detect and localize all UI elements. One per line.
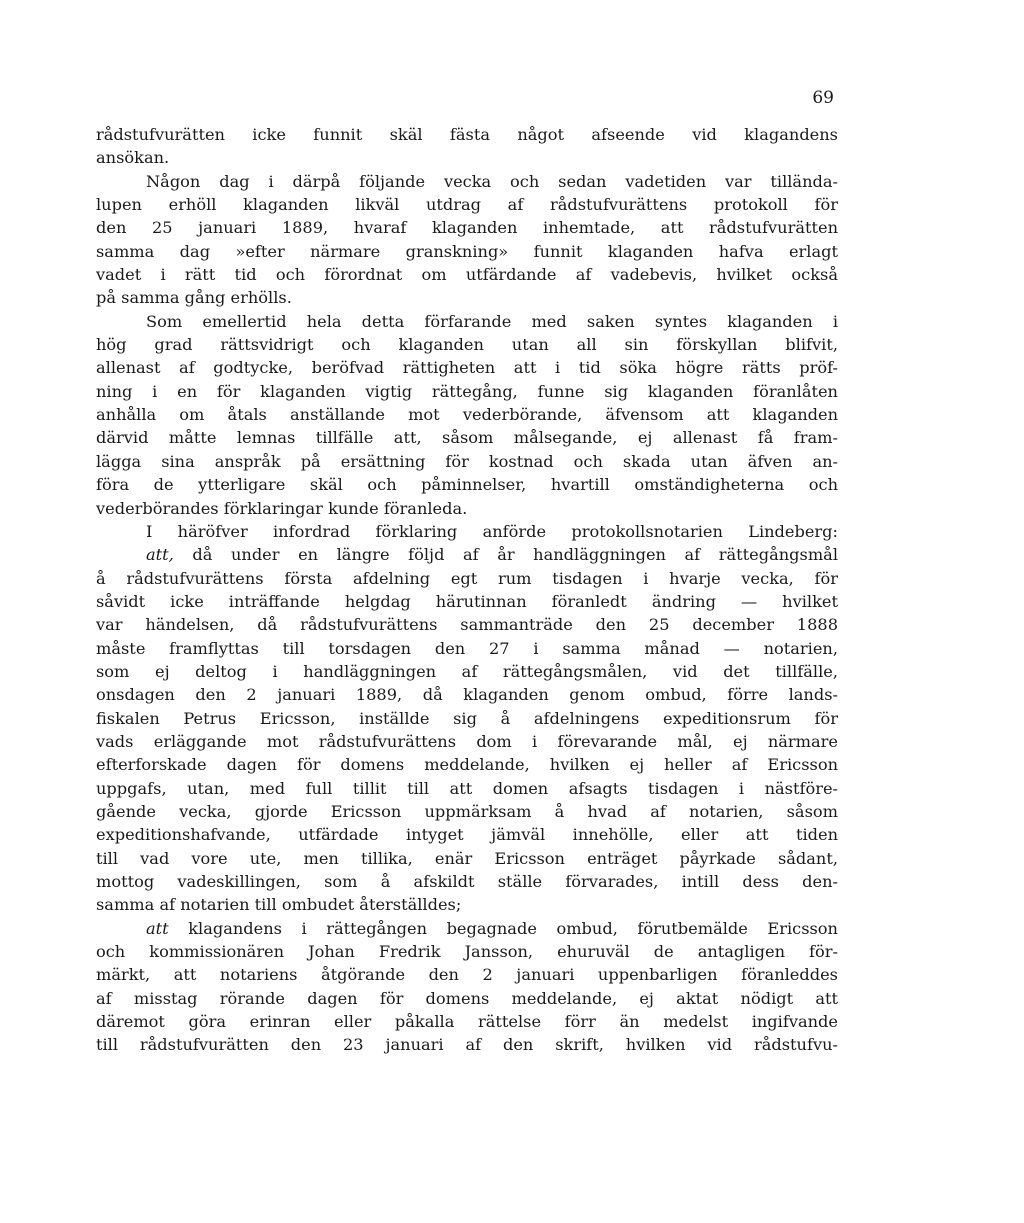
line-text: som ej deltog i handläggningen af rättegångsmålen, vid det tillfälle, — [96, 661, 838, 681]
text-line — [96, 870, 838, 893]
text-line — [96, 403, 838, 426]
line-text: lupen erhöll klaganden likväl utdrag af rådstufvurättens protokoll för — [96, 195, 838, 215]
text-line — [96, 707, 838, 730]
line-text: och kommissionären Johan Fredrik Jansson, ehuruväl de antagligen för- — [96, 942, 838, 962]
text-line — [96, 216, 838, 239]
line-text: Som emellertid hela detta förfarande med saken syntes klaganden i — [146, 311, 838, 331]
italic-lead-word: att — [146, 918, 169, 938]
line-text: vadet i rätt tid och förordnat om utfärdande af vadebevis, hvilket också — [96, 265, 838, 285]
line-text: märkt, att notariens åtgörande den 2 januari uppenbarligen föranleddes — [96, 965, 838, 985]
text-line — [96, 240, 838, 263]
line-text: fiskalen Petrus Ericsson, inställde sig å afdelningens expeditionsrum för — [96, 708, 838, 728]
text-line — [96, 567, 838, 590]
italic-lead-word: att, — [146, 545, 174, 565]
text-line — [96, 193, 838, 216]
line-text: var händelsen, då rådstufvurättens sammanträde den 25 december 1888 — [96, 615, 838, 635]
body-text — [96, 123, 838, 1057]
line-text: på samma gång erhölls. — [96, 288, 292, 308]
text-line — [96, 1010, 838, 1033]
text-line — [96, 170, 838, 193]
line-text: till rådstufvurätten den 23 januari af den skrift, hvilken vid rådstufvu- — [96, 1035, 838, 1055]
line-text: onsdagen den 2 januari 1889, då klaganden genom ombud, förre lands- — [96, 685, 838, 705]
line-text: allenast af godtycke, beröfvad rättigheten att i tid söka högre rätts pröf- — [96, 358, 838, 378]
line-text: ansökan. — [96, 148, 170, 168]
text-line — [96, 847, 838, 870]
text-line — [96, 356, 838, 379]
line-text: Någon dag i därpå följande vecka och sedan vadetiden var tillända- — [146, 171, 838, 191]
text-line — [96, 310, 838, 333]
text-line — [96, 660, 838, 683]
line-text: därvid måtte lemnas tillfälle att, såsom målsegande, ej allenast få fram- — [96, 428, 838, 448]
line-text: till vad vore ute, men tillika, enär Ericsson enträget påyrkade sådant, — [96, 848, 838, 868]
line-text: samma dag »efter närmare granskning» funnit klaganden hafva erlagt — [96, 241, 838, 261]
page-number: 69 — [812, 88, 834, 108]
line-text: då under en längre följd af år handläggningen af rättegångsmål — [192, 545, 838, 565]
line-text: rådstufvurätten icke funnit skäl fästa något afseende vid klagandens — [96, 125, 838, 144]
text-line — [96, 683, 838, 706]
text-line — [96, 333, 838, 356]
text-line — [96, 473, 838, 496]
line-text: samma af notarien till ombudet återställdes; — [96, 895, 462, 915]
text-line — [96, 777, 838, 800]
text-line — [96, 543, 838, 566]
text-line — [96, 497, 838, 520]
text-line — [96, 123, 838, 146]
text-line — [96, 730, 838, 753]
line-text: I häröfver infordrad förklaring anförde protokollsnotarien Lindeberg: — [146, 521, 838, 541]
line-text: å rådstufvurättens första afdelning egt rum tisdagen i hvarje vecka, för — [96, 568, 838, 588]
text-line — [96, 380, 838, 403]
line-text: af misstag rörande dagen för domens meddelande, ej aktat nödigt att — [96, 988, 838, 1008]
text-line — [96, 613, 838, 636]
text-line — [96, 637, 838, 660]
text-line — [96, 917, 838, 940]
text-line — [96, 263, 838, 286]
line-text: såvidt icke inträffande helgdag härutinnan föranledt ändring — hvilket — [96, 591, 838, 611]
line-text: klagandens i rättegången begagnade ombud, förutbemälde Ericsson — [188, 918, 838, 938]
text-line — [96, 940, 838, 963]
text-line — [96, 987, 838, 1010]
text-line — [96, 963, 838, 986]
text-line — [96, 753, 838, 776]
text-line — [96, 450, 838, 473]
line-text: däremot göra erinran eller påkalla rättelse förr än medelst ingifvande — [96, 1012, 838, 1032]
text-line — [96, 146, 838, 169]
text-line — [96, 426, 838, 449]
line-text: lägga sina anspråk på ersättning för kostnad och skada utan äfven an- — [96, 451, 838, 471]
line-text: expeditionshafvande, utfärdade intyget jämväl innehölle, eller att tiden — [96, 825, 838, 845]
line-text: anhålla om åtals anställande mot vederbörande, äfvensom att klaganden — [96, 405, 838, 425]
line-text: vederbörandes förklaringar kunde föranleda. — [96, 498, 468, 518]
line-text: hög grad rättsvidrigt och klaganden utan all sin förskyllan blifvit, — [96, 335, 838, 355]
text-line — [96, 823, 838, 846]
text-line — [96, 286, 838, 309]
line-text: föra de ytterligare skäl och påminnelser, hvartill omständigheterna och — [96, 475, 838, 495]
line-text: mottog vadeskillingen, som å afskildt ställe förvarades, intill dess den- — [96, 872, 838, 891]
line-text: den 25 januari 1889, hvaraf klaganden inhemtade, att rådstufvurätten — [96, 218, 838, 238]
line-text: måste framflyttas till torsdagen den 27 i samma månad — notarien, — [96, 638, 838, 658]
line-text: uppgafs, utan, med full tillit till att domen afsagts tisdagen i nästföre- — [96, 778, 838, 798]
text-line — [96, 800, 838, 823]
text-line — [96, 893, 838, 916]
text-line — [96, 1033, 838, 1056]
line-text: vads erläggande mot rådstufvurättens dom i förevarande mål, ej närmare — [96, 731, 838, 751]
line-text: gående vecka, gjorde Ericsson uppmärksam å hvad af notarien, såsom — [96, 801, 838, 821]
line-text: efterforskade dagen för domens meddelande, hvilken ej heller af Ericsson — [96, 755, 838, 775]
line-text: ning i en för klaganden vigtig rättegång, funne sig klaganden föranlåten — [96, 381, 838, 401]
text-line — [96, 590, 838, 613]
text-line — [96, 520, 838, 543]
